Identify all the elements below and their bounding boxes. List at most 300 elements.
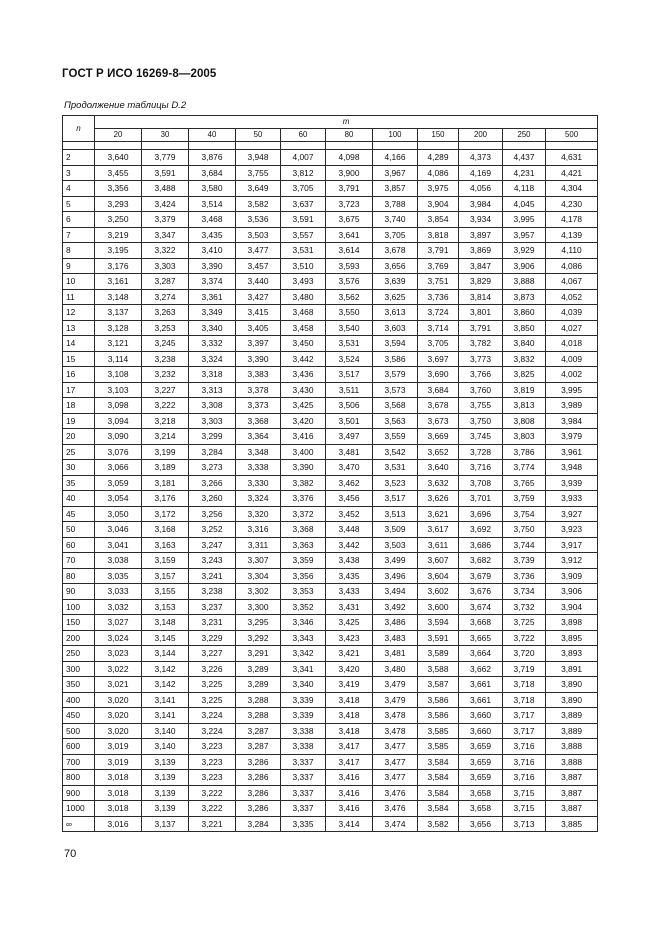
value-cell: 3,755 (236, 165, 281, 181)
value-cell: 3,139 (142, 770, 189, 786)
value-cell: 3,559 (373, 429, 418, 445)
value-cell: 3,284 (189, 444, 236, 460)
value-cell: 3,231 (189, 615, 236, 631)
value-cell: 3,436 (281, 367, 326, 383)
value-cell: 3,374 (189, 274, 236, 290)
value-cell: 3,356 (95, 181, 142, 197)
value-cell: 3,889 (546, 708, 598, 724)
value-cell: 3,108 (95, 367, 142, 383)
value-cell: 3,307 (236, 553, 281, 569)
value-cell: 3,347 (142, 227, 189, 243)
value-cell: 3,337 (281, 785, 326, 801)
n-cell: 13 (63, 320, 95, 336)
value-cell: 3,410 (189, 243, 236, 259)
value-cell: 3,660 (459, 723, 503, 739)
value-cell: 3,801 (459, 305, 503, 321)
table-row (63, 708, 598, 724)
value-cell: 3,286 (236, 770, 281, 786)
n-cell: 60 (63, 537, 95, 553)
value-cell: 3,356 (281, 568, 326, 584)
value-cell: 3,714 (418, 320, 459, 336)
value-cell: 3,256 (189, 506, 236, 522)
value-cell: 3,774 (503, 460, 546, 476)
table-row (63, 599, 598, 615)
value-cell: 3,352 (281, 599, 326, 615)
table-row (63, 444, 598, 460)
value-cell: 3,223 (189, 770, 236, 786)
table-row (63, 553, 598, 569)
value-cell: 3,140 (142, 739, 189, 755)
value-cell: 3,819 (503, 382, 546, 398)
value-cell: 3,462 (326, 475, 373, 491)
value-cell: 4,289 (418, 150, 459, 166)
value-cell: 3,697 (418, 351, 459, 367)
value-cell: 4,437 (503, 150, 546, 166)
value-cell: 3,425 (281, 398, 326, 414)
value-cell: 3,791 (459, 320, 503, 336)
value-cell: 3,591 (418, 630, 459, 646)
value-cell: 3,337 (281, 754, 326, 770)
value-cell: 3,514 (189, 196, 236, 212)
value-cell: 3,600 (418, 599, 459, 615)
table-row (63, 258, 598, 274)
value-cell: 3,390 (236, 351, 281, 367)
value-cell: 3,496 (373, 568, 418, 584)
value-cell: 3,745 (459, 429, 503, 445)
value-cell: 3,652 (418, 444, 459, 460)
value-cell: 3,563 (373, 413, 418, 429)
value-cell: 3,420 (281, 413, 326, 429)
n-cell: 450 (63, 708, 95, 724)
document-title: ГОСТ Р ИСО 16269-8—2005 (62, 68, 217, 80)
value-cell: 3,311 (236, 537, 281, 553)
value-cell: 3,020 (95, 692, 142, 708)
table-row (63, 398, 598, 414)
value-cell: 3,860 (503, 305, 546, 321)
value-cell: 3,850 (503, 320, 546, 336)
value-cell: 3,322 (142, 243, 189, 259)
table-row (63, 382, 598, 398)
value-cell: 3,338 (281, 723, 326, 739)
value-cell: 3,678 (373, 243, 418, 259)
value-cell: 3,503 (236, 227, 281, 243)
value-cell: 4,098 (326, 150, 373, 166)
value-cell: 3,984 (459, 196, 503, 212)
value-cell: 3,286 (236, 801, 281, 817)
value-cell: 3,588 (418, 661, 459, 677)
value-cell: 3,346 (281, 615, 326, 631)
value-cell: 4,631 (546, 150, 598, 166)
value-cell: 3,141 (142, 692, 189, 708)
value-cell: 3,477 (373, 739, 418, 755)
value-cell: 3,382 (281, 475, 326, 491)
value-cell: 3,263 (142, 305, 189, 321)
value-cell: 3,018 (95, 801, 142, 817)
value-cell: 3,511 (326, 382, 373, 398)
value-cell: 3,812 (281, 165, 326, 181)
value-cell: 3,716 (503, 770, 546, 786)
value-cell: 3,808 (503, 413, 546, 429)
value-cell: 3,499 (373, 553, 418, 569)
m-value-header: 200 (459, 129, 503, 142)
value-cell: 3,121 (95, 336, 142, 352)
value-cell: 3,961 (546, 444, 598, 460)
value-cell: 3,222 (189, 801, 236, 817)
value-cell: 3,189 (142, 460, 189, 476)
value-cell: 3,584 (418, 770, 459, 786)
value-cell: 3,755 (459, 398, 503, 414)
value-cell: 3,219 (95, 227, 142, 243)
value-cell: 3,477 (373, 754, 418, 770)
value-cell: 3,957 (503, 227, 546, 243)
value-cell: 3,332 (189, 336, 236, 352)
value-cell: 4,118 (503, 181, 546, 197)
value-cell: 3,632 (418, 475, 459, 491)
value-cell: 3,339 (281, 692, 326, 708)
n-cell: 12 (63, 305, 95, 321)
value-cell: 3,719 (503, 661, 546, 677)
value-cell: 3,140 (142, 723, 189, 739)
m-values-row (63, 129, 598, 142)
value-cell: 3,303 (189, 413, 236, 429)
value-cell: 3,888 (503, 274, 546, 290)
value-cell: 3,260 (189, 491, 236, 507)
value-cell: 3,791 (418, 243, 459, 259)
value-cell: 3,584 (418, 754, 459, 770)
table-row (63, 150, 598, 166)
value-cell: 4,018 (546, 336, 598, 352)
value-cell: 3,139 (142, 785, 189, 801)
value-cell: 3,340 (281, 677, 326, 693)
value-cell: 3,435 (326, 568, 373, 584)
value-cell: 3,337 (281, 801, 326, 817)
value-cell: 3,769 (418, 258, 459, 274)
value-cell: 3,869 (459, 243, 503, 259)
value-cell: 3,818 (418, 227, 459, 243)
value-cell: 3,417 (326, 739, 373, 755)
value-cell: 3,791 (326, 181, 373, 197)
value-cell: 3,318 (189, 367, 236, 383)
value-cell: 3,341 (281, 661, 326, 677)
value-cell: 3,050 (95, 506, 142, 522)
value-cell: 3,720 (503, 646, 546, 662)
value-cell: 3,289 (236, 661, 281, 677)
n-cell: 1000 (63, 801, 95, 817)
value-cell: 3,476 (373, 801, 418, 817)
value-cell: 3,659 (459, 754, 503, 770)
value-cell: 3,033 (95, 584, 142, 600)
value-cell: 3,450 (281, 336, 326, 352)
value-cell: 3,299 (189, 429, 236, 445)
value-cell: 4,110 (546, 243, 598, 259)
value-cell: 3,481 (326, 444, 373, 460)
value-cell: 3,480 (281, 289, 326, 305)
table-row (63, 646, 598, 662)
spacer-row (63, 142, 598, 150)
value-cell: 3,222 (142, 398, 189, 414)
value-cell: 3,222 (189, 785, 236, 801)
value-cell: 3,477 (373, 770, 418, 786)
value-cell: 3,195 (95, 243, 142, 259)
value-cell: 3,740 (373, 212, 418, 228)
value-cell: 3,813 (503, 398, 546, 414)
value-cell: 3,854 (418, 212, 459, 228)
value-cell: 3,734 (503, 584, 546, 600)
value-cell: 3,303 (142, 258, 189, 274)
value-cell: 3,226 (189, 661, 236, 677)
value-cell: 3,503 (373, 537, 418, 553)
value-cell: 3,416 (326, 801, 373, 817)
value-cell: 3,585 (418, 739, 459, 755)
value-cell: 3,238 (142, 351, 189, 367)
value-cell: 3,144 (142, 646, 189, 662)
value-cell: 3,420 (326, 661, 373, 677)
value-cell: 3,415 (236, 305, 281, 321)
value-cell: 3,483 (373, 630, 418, 646)
value-cell: 3,531 (281, 243, 326, 259)
value-cell: 3,137 (142, 816, 189, 832)
value-cell: 3,614 (326, 243, 373, 259)
value-cell: 3,832 (503, 351, 546, 367)
n-cell: 150 (63, 615, 95, 631)
value-cell: 3,181 (142, 475, 189, 491)
value-cell: 3,887 (546, 801, 598, 817)
value-cell: 3,975 (418, 181, 459, 197)
value-cell: 3,480 (373, 661, 418, 677)
value-cell: 3,586 (373, 351, 418, 367)
value-cell: 3,736 (418, 289, 459, 305)
value-cell: 3,888 (546, 754, 598, 770)
value-cell: 3,266 (189, 475, 236, 491)
value-cell: 3,713 (503, 816, 546, 832)
value-cell: 3,979 (546, 429, 598, 445)
value-cell: 3,442 (326, 537, 373, 553)
value-cell: 3,510 (281, 258, 326, 274)
value-cell: 3,513 (373, 506, 418, 522)
value-cell: 3,397 (236, 336, 281, 352)
value-cell: 3,492 (373, 599, 418, 615)
values-table (62, 115, 598, 832)
value-cell: 3,478 (373, 708, 418, 724)
value-cell: 3,324 (189, 351, 236, 367)
value-cell: 3,659 (459, 739, 503, 755)
value-cell: 3,594 (373, 336, 418, 352)
value-cell: 3,659 (459, 770, 503, 786)
value-cell: 3,890 (546, 692, 598, 708)
value-cell: 3,363 (281, 537, 326, 553)
value-cell: 3,227 (142, 382, 189, 398)
value-cell: 3,847 (459, 258, 503, 274)
value-cell: 3,531 (326, 336, 373, 352)
value-cell: 3,295 (236, 615, 281, 631)
value-cell: 3,895 (546, 630, 598, 646)
value-cell: 3,589 (418, 646, 459, 662)
table-caption: Продолжение таблицы D.2 (64, 100, 187, 111)
value-cell: 3,517 (326, 367, 373, 383)
value-cell: 3,506 (326, 398, 373, 414)
value-cell: 3,148 (142, 615, 189, 631)
n-cell: 90 (63, 584, 95, 600)
n-cell: 8 (63, 243, 95, 259)
value-cell: 3,418 (326, 723, 373, 739)
value-cell: 3,224 (189, 723, 236, 739)
value-cell: 3,891 (546, 661, 598, 677)
n-cell: 70 (63, 553, 95, 569)
value-cell: 3,540 (326, 320, 373, 336)
value-cell: 3,157 (142, 568, 189, 584)
value-cell: 3,139 (142, 754, 189, 770)
table-row (63, 196, 598, 212)
value-cell: 3,576 (326, 274, 373, 290)
value-cell: 3,016 (95, 816, 142, 832)
value-cell: 3,237 (189, 599, 236, 615)
value-cell: 3,320 (236, 506, 281, 522)
value-cell: 4,009 (546, 351, 598, 367)
value-cell: 3,754 (503, 506, 546, 522)
value-cell: 3,665 (459, 630, 503, 646)
value-cell: 3,684 (418, 382, 459, 398)
value-cell: 4,056 (459, 181, 503, 197)
table-row (63, 212, 598, 228)
value-cell: 3,288 (236, 692, 281, 708)
value-cell: 3,364 (236, 429, 281, 445)
table-row (63, 615, 598, 631)
n-cell: 10 (63, 274, 95, 290)
table-row (63, 584, 598, 600)
value-cell: 3,716 (503, 754, 546, 770)
table-row (63, 506, 598, 522)
table-row (63, 723, 598, 739)
n-cell: 45 (63, 506, 95, 522)
value-cell: 3,481 (373, 646, 418, 662)
value-cell: 3,431 (326, 599, 373, 615)
value-cell: 3,019 (95, 754, 142, 770)
value-cell: 3,586 (418, 692, 459, 708)
value-cell: 3,287 (236, 723, 281, 739)
value-cell: 3,893 (546, 646, 598, 662)
value-cell: 3,478 (373, 723, 418, 739)
value-cell: 3,054 (95, 491, 142, 507)
value-cell: 3,676 (459, 584, 503, 600)
n-cell: 16 (63, 367, 95, 383)
n-cell: 100 (63, 599, 95, 615)
value-cell: 3,456 (326, 491, 373, 507)
value-cell: 3,302 (236, 584, 281, 600)
n-cell: 80 (63, 568, 95, 584)
value-cell: 3,803 (503, 429, 546, 445)
value-cell: 3,906 (503, 258, 546, 274)
value-cell: 3,708 (459, 475, 503, 491)
value-cell: 3,736 (503, 568, 546, 584)
value-cell: 3,639 (373, 274, 418, 290)
value-cell: 3,304 (236, 568, 281, 584)
m-value-header: 250 (503, 129, 546, 142)
value-cell: 3,470 (326, 460, 373, 476)
value-cell: 3,607 (418, 553, 459, 569)
value-cell: 3,340 (189, 320, 236, 336)
value-cell: 3,486 (373, 615, 418, 631)
value-cell: 3,948 (236, 150, 281, 166)
n-cell: 19 (63, 413, 95, 429)
value-cell: 3,361 (189, 289, 236, 305)
value-cell: 3,225 (189, 692, 236, 708)
value-cell: 3,337 (281, 770, 326, 786)
value-cell: 3,584 (418, 785, 459, 801)
value-cell: 3,027 (95, 615, 142, 631)
value-cell: 3,573 (373, 382, 418, 398)
value-cell: 3,673 (418, 413, 459, 429)
value-cell: 3,488 (142, 181, 189, 197)
n-cell: 20 (63, 429, 95, 445)
value-cell: 3,241 (189, 568, 236, 584)
m-value-header: 60 (281, 129, 326, 142)
value-cell: 3,509 (373, 522, 418, 538)
value-cell: 3,468 (281, 305, 326, 321)
value-cell: 3,568 (373, 398, 418, 414)
value-cell: 3,020 (95, 723, 142, 739)
value-cell: 3,675 (326, 212, 373, 228)
n-cell: 4 (63, 181, 95, 197)
table-row (63, 754, 598, 770)
value-cell: 3,038 (95, 553, 142, 569)
value-cell: 3,876 (189, 150, 236, 166)
value-cell: 3,531 (373, 460, 418, 476)
value-cell: 3,286 (236, 785, 281, 801)
value-cell: 3,433 (326, 584, 373, 600)
value-cell: 3,287 (236, 739, 281, 755)
value-cell: 3,773 (459, 351, 503, 367)
value-cell: 3,723 (326, 196, 373, 212)
value-cell: 3,760 (459, 382, 503, 398)
value-cell: 3,400 (281, 444, 326, 460)
m-value-header: 40 (189, 129, 236, 142)
value-cell: 3,686 (459, 537, 503, 553)
n-cell: 14 (63, 336, 95, 352)
n-cell: 18 (63, 398, 95, 414)
value-cell: 4,007 (281, 150, 326, 166)
value-cell: 3,353 (281, 584, 326, 600)
value-cell: 3,664 (459, 646, 503, 662)
value-cell: 3,766 (459, 367, 503, 383)
value-cell: 3,656 (373, 258, 418, 274)
value-cell: 3,372 (281, 506, 326, 522)
value-cell: 3,252 (189, 522, 236, 538)
n-cell: 400 (63, 692, 95, 708)
value-cell: 3,604 (418, 568, 459, 584)
value-cell: 3,542 (373, 444, 418, 460)
value-cell: 3,603 (373, 320, 418, 336)
value-cell: 3,373 (236, 398, 281, 414)
value-cell: 3,557 (281, 227, 326, 243)
value-cell: 3,421 (326, 646, 373, 662)
value-cell: 3,419 (326, 677, 373, 693)
value-cell: 3,782 (459, 336, 503, 352)
value-cell: 3,889 (546, 723, 598, 739)
value-cell: 3,289 (236, 677, 281, 693)
value-cell: 3,927 (546, 506, 598, 522)
value-cell: 3,890 (546, 677, 598, 693)
value-cell: 3,339 (281, 708, 326, 724)
value-cell: 3,137 (95, 305, 142, 321)
value-cell: 3,779 (142, 150, 189, 166)
value-cell: 3,416 (326, 770, 373, 786)
value-cell: 3,292 (236, 630, 281, 646)
value-cell: 3,692 (459, 522, 503, 538)
value-cell: 3,338 (236, 460, 281, 476)
value-cell: 3,474 (373, 816, 418, 832)
table-row (63, 491, 598, 507)
table-row (63, 413, 598, 429)
